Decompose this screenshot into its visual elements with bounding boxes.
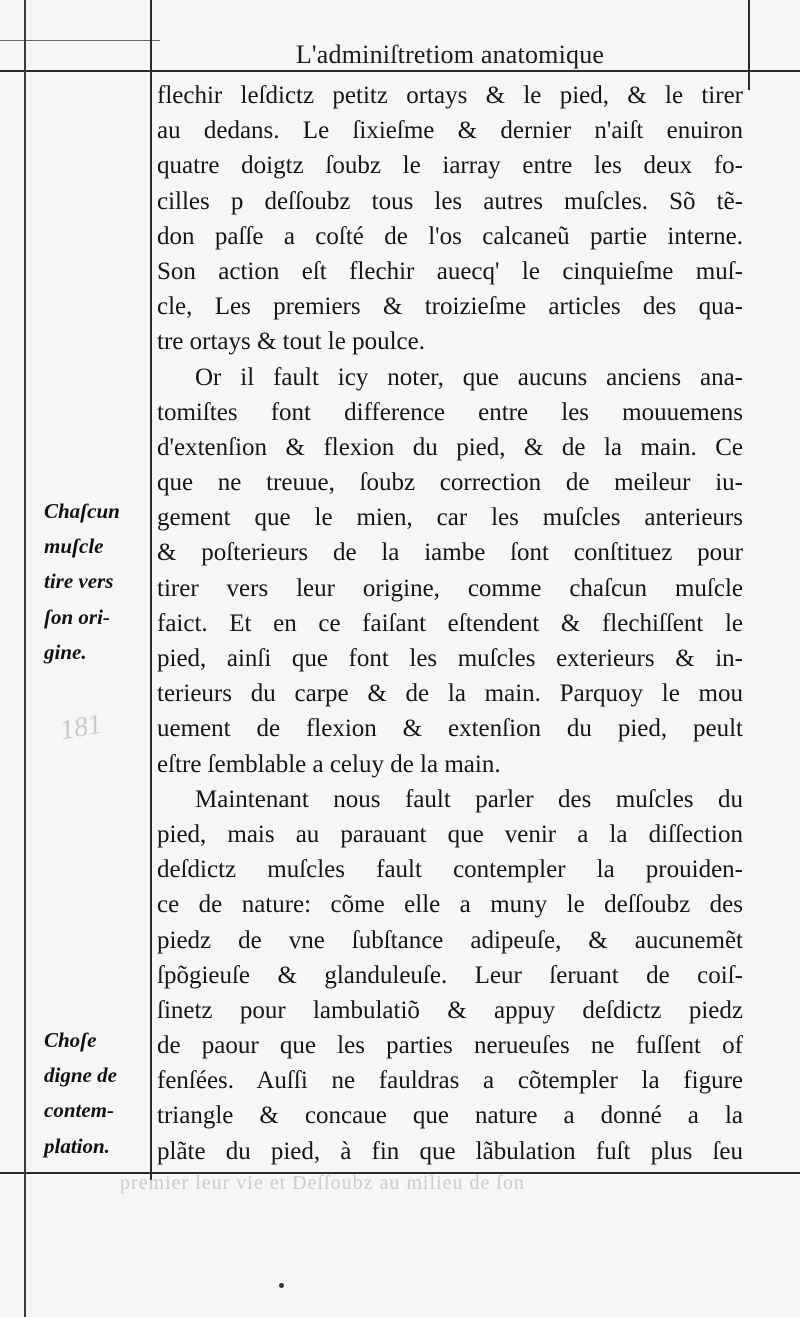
text-line: cle, Les premiers & troizieſme articles des qua-	[157, 293, 743, 321]
margin-note-line: muſcle	[44, 534, 104, 559]
body-text	[157, 78, 743, 1169]
margin-note-line: contem-	[44, 1098, 114, 1123]
margin-note-line: gine.	[44, 639, 87, 664]
running-title: L'adminiſtretiom anatomique	[295, 40, 605, 69]
text-line: terieurs du carpe & de la main. Parquoy le mou	[157, 680, 743, 708]
margin-note-contemplation	[44, 1023, 152, 1164]
text-line: ce de nature: cõme elle a muny le deſſoubz des	[157, 891, 743, 919]
paragraph-start-line: Or il fault icy noter, que aucuns anciens ana-	[195, 363, 743, 391]
margin-note-line: Choſe	[44, 1028, 97, 1052]
text-line: triangle & concaue que nature a donné a la	[157, 1102, 743, 1130]
text-line: fenſées. Auſſi ne fauldras a cõtempler la figure	[157, 1067, 743, 1095]
show-through-text: premier leur vie et Deſſoubz au milieu de ſon	[120, 1172, 525, 1194]
text-line: deſdictz muſcles fault contempler la prouiden-	[157, 856, 743, 884]
ink-speck	[279, 1283, 284, 1288]
text-line: piedz de vne ſubſtance adipeuſe, & aucunemẽt	[157, 926, 743, 954]
text-line: que ne treuue, ſoubz correction de meileur iu-	[157, 469, 743, 497]
margin-note-line: digne de	[44, 1063, 117, 1088]
handwritten-mark: 181	[57, 708, 105, 747]
margin-note-line: tire vers	[44, 569, 114, 594]
text-line: de paour que les parties nerueuſes ne fuſſent of	[157, 1032, 743, 1060]
margin-note-line: plation.	[44, 1133, 110, 1158]
text-line: cilles p deſſoubz tous les autres muſcles. Sõ tẽ-	[157, 187, 743, 215]
text-line: eſtre ſemblable a celuy de la main.	[157, 750, 501, 778]
text-line: ſinetz pour lambulatiõ & appuy deſdictz piedz	[157, 996, 743, 1024]
text-line: & poſterieurs de la iambe ſont conſtituez pour	[157, 539, 743, 567]
text-line: don paſſe a coſté de l'os calcaneũ partie interne.	[157, 222, 743, 250]
text-line: ſpõgieuſe & glanduleuſe. Leur ſeruant de coiſ-	[157, 961, 743, 989]
margin-note-origin	[44, 494, 152, 670]
outer-margin-rule	[24, 0, 26, 1317]
text-line: tre ortays & tout le poulce.	[157, 328, 425, 356]
text-line: Son action eſt flechir auecq' le cinquieſme muſ-	[157, 257, 743, 285]
margin-note-line: ſon ori-	[44, 604, 110, 629]
text-line: quatre doigtz ſoubz le iarray entre les deux fo-	[157, 152, 743, 180]
text-line: tirer vers leur origine, comme chaſcun muſcle	[157, 574, 743, 602]
text-line: flechir leſdictz petitz ortays & le pied, & le tirer	[157, 82, 743, 109]
paragraph-start-line: Maintenant nous fault parler des muſcles du	[195, 785, 743, 813]
text-line: pied, mais au parauant que venir a la diſſection	[157, 820, 743, 848]
text-line: au dedans. Le ſixieſme & dernier n'aiſt enuiron	[157, 117, 743, 145]
text-line: faict. Et en ce faiſant eſtendent & flechiſſent le	[157, 609, 743, 637]
text-line: d'extenſion & flexion du pied, & de la main. Ce	[157, 433, 743, 461]
text-line: pied, ainſi que font les muſcles exterieurs & in-	[157, 645, 743, 672]
text-line: uement de flexion & extenſion du pied, peult	[157, 715, 743, 743]
header-rule	[0, 70, 800, 72]
margin-note-line: Chaſcun	[44, 499, 120, 523]
text-line: tomiſtes font difference entre les mouuemens	[157, 398, 743, 426]
text-line: gement que le mien, car les muſcles anterieurs	[157, 504, 743, 532]
text-line: plãte du pied, à fin que lãbulation fuſt plus ſeu	[157, 1137, 743, 1165]
